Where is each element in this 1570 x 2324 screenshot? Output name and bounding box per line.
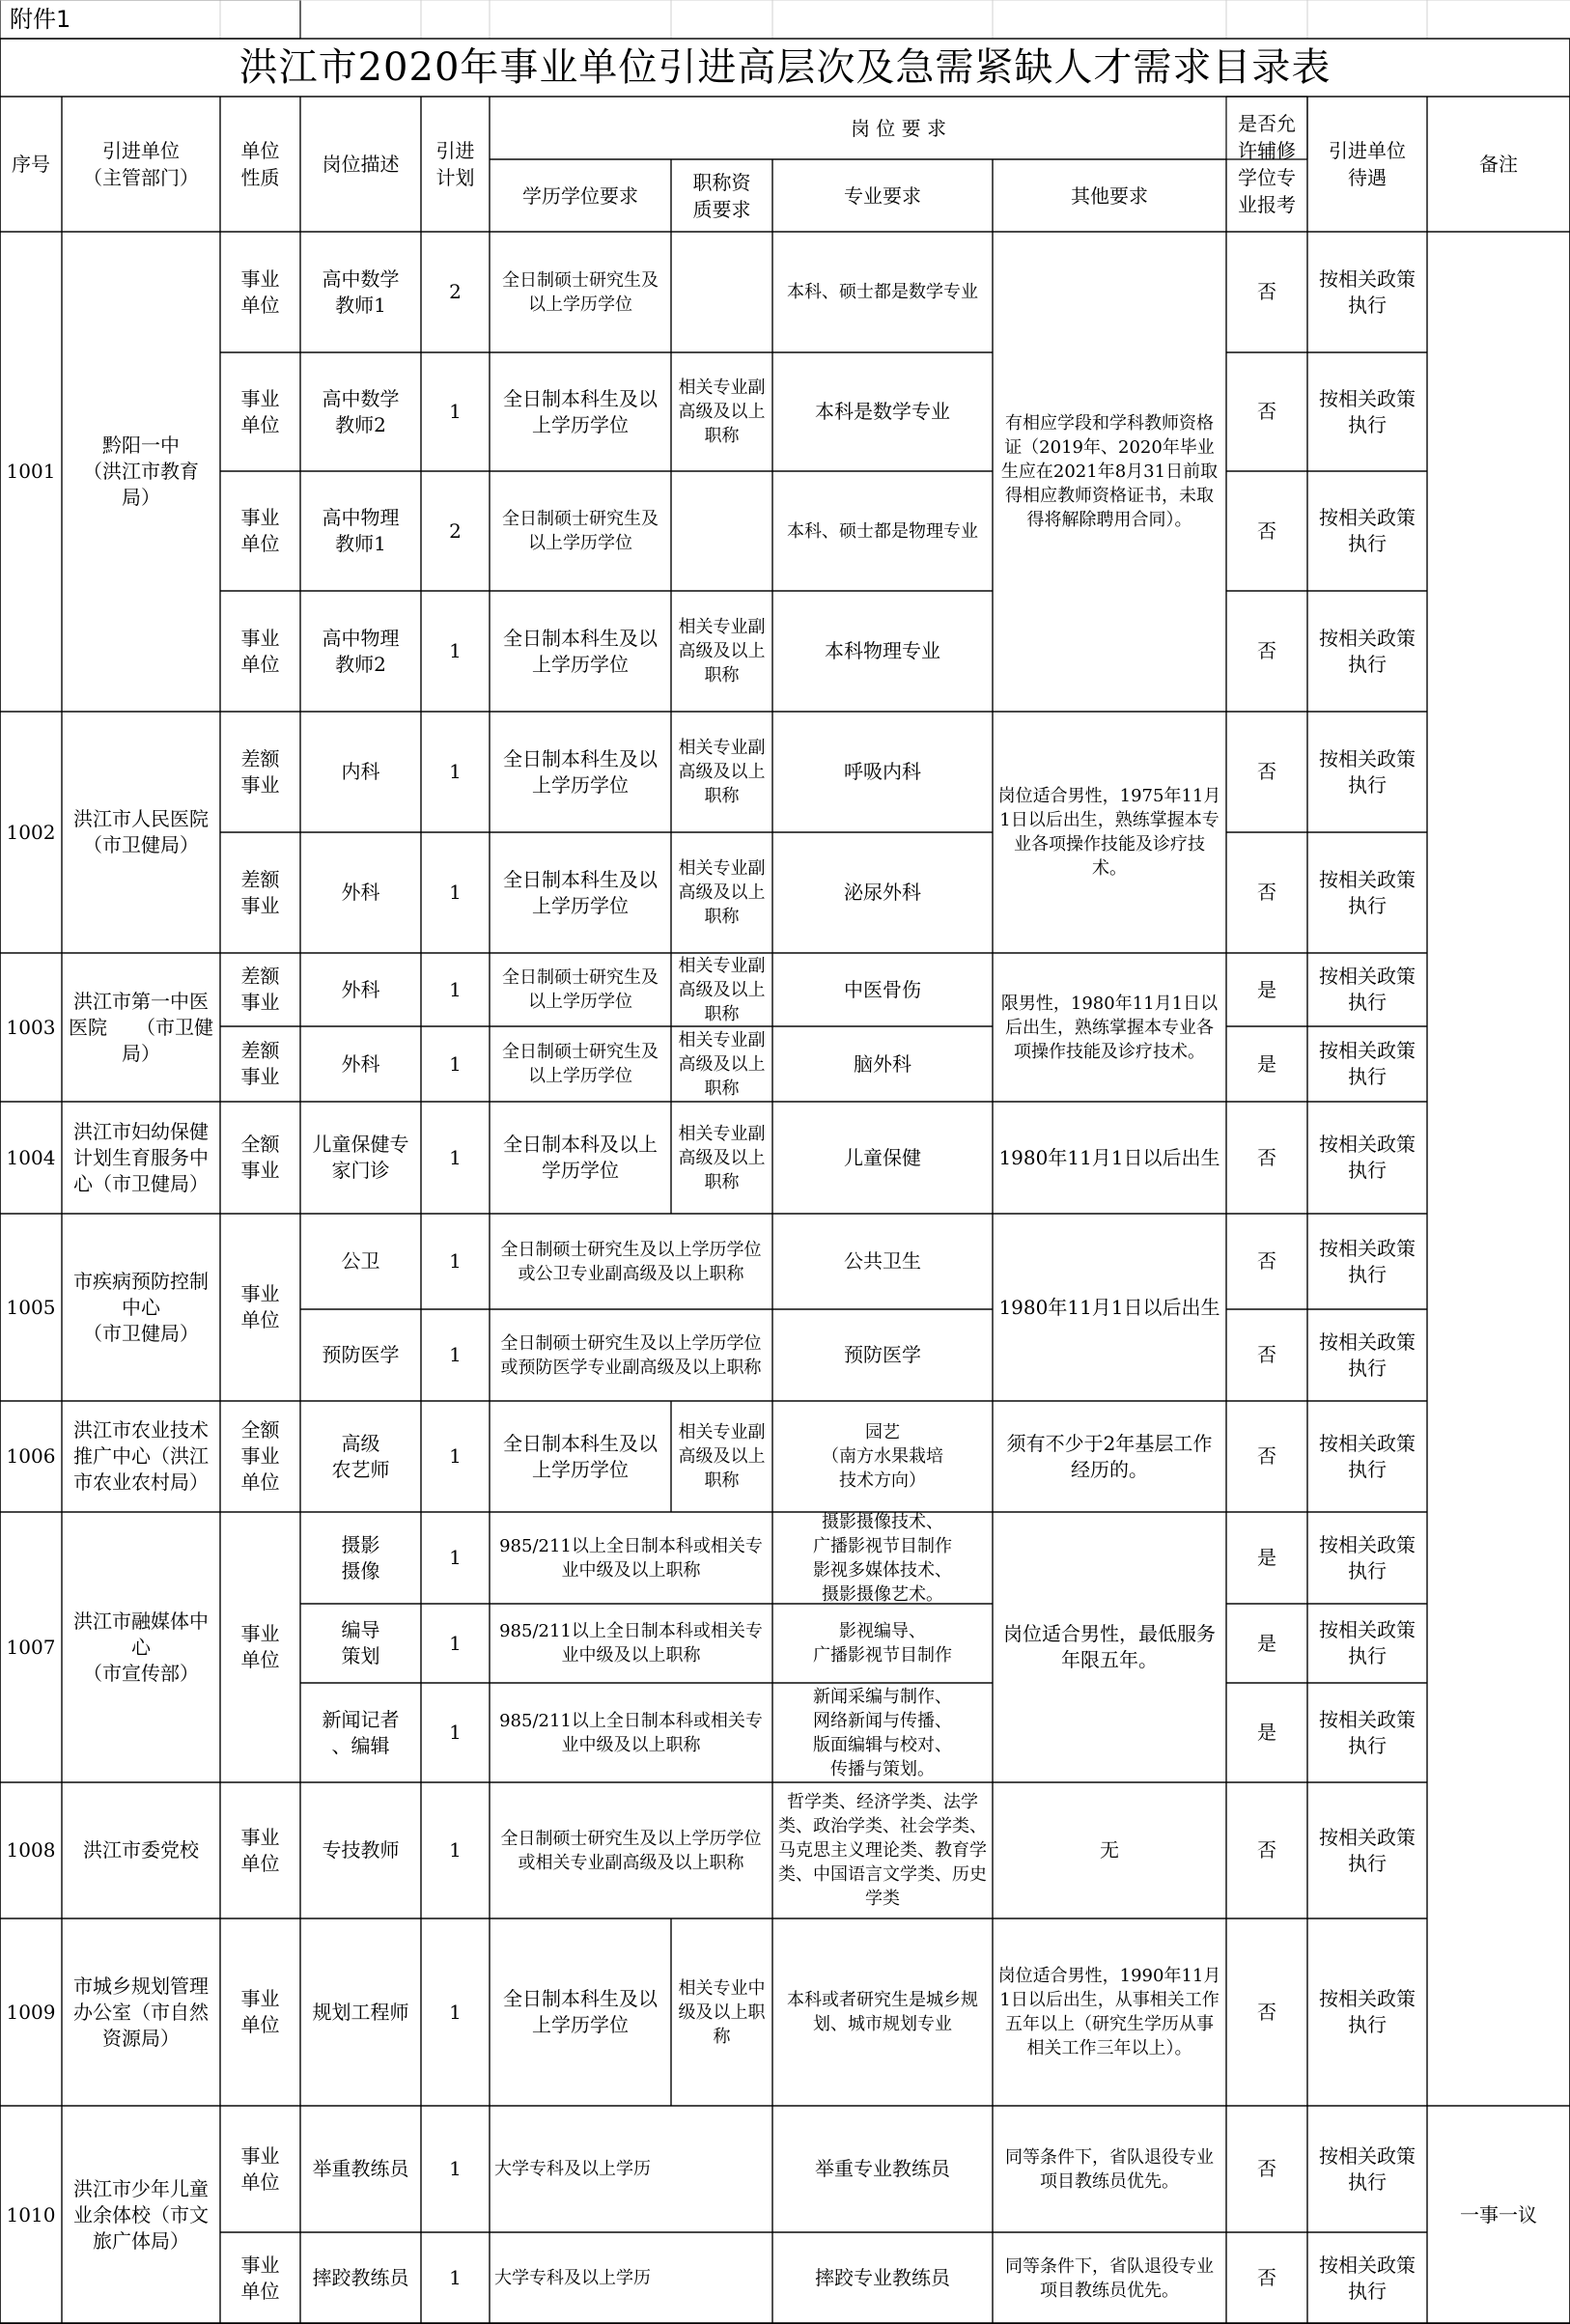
nature-cell-g1006: 全额 事业 单位: [240, 1418, 280, 1494]
row-1-edu: 全日制本科生及以上学历学位: [503, 386, 658, 436]
row-2-nature: 事业 单位: [240, 506, 280, 555]
row-15-treatment: 按相关政策执行: [1319, 1825, 1416, 1875]
row-7-major: 脑外科: [854, 1051, 911, 1076]
row-18-nature: 事业 单位: [240, 2253, 280, 2303]
other-req-cell-g1004: 1980年11月1日以后出生: [998, 1145, 1220, 1169]
row-11-major: 园艺 （南方水果栽培 技术方向）: [822, 1422, 943, 1491]
row-7-treatment: 按相关政策执行: [1319, 1039, 1416, 1088]
row-15-major: 哲学类、经济学类、法学类、政治学类、社会学类、马克思主义理论类、教育学类、中国语言文学类、历史学类: [778, 1792, 987, 1909]
row-4-allow: 否: [1257, 760, 1276, 783]
other-req-cell-g1008: 无: [1100, 1838, 1119, 1862]
other-req-cell-g1009: 岗位适合男性，1990年11月1日以后出生，从事相关工作五年以上（研究生学历从事相关工作三年以上）。: [997, 1966, 1221, 2058]
row-7-plan: 1: [449, 1051, 462, 1076]
row-2-major: 本科、硕士都是物理专业: [787, 520, 978, 542]
row-5-major: 泌尿外科: [844, 881, 921, 904]
row-5-allow: 否: [1257, 881, 1276, 904]
row-12-plan: 1: [449, 1546, 462, 1569]
row-3-nature: 事业 单位: [240, 626, 280, 676]
row-4-title-req: 相关专业副高级及以上职称: [678, 738, 766, 806]
row-18-other: 同等条件下，省队退役专业项目教练员优先。: [1005, 2255, 1214, 2301]
row-16-title-req: 相关专业中级及以上职称: [678, 1977, 766, 2047]
seq-cell-g1001: 1001: [6, 460, 56, 483]
row-16-plan: 1: [449, 2000, 462, 2024]
row-6-nature: 差额 事业: [240, 965, 280, 1014]
row-1-title-req: 相关专业副高级及以上职称: [678, 378, 766, 446]
row-6-major: 中医骨伤: [844, 977, 921, 1001]
row-8-title-req: 相关专业副高级及以上职称: [678, 1123, 766, 1192]
unit-cell-g1010: 洪江市少年儿童业余体校（市文旅广体局）: [73, 2176, 209, 2253]
header-requirements: 岗 位 要 求: [850, 116, 947, 140]
row-0-allow: 否: [1257, 280, 1276, 303]
row-2-allow: 否: [1257, 518, 1276, 543]
nature-cell-g1005: 事业 单位: [240, 1282, 280, 1331]
row-1-nature: 事业 单位: [240, 386, 280, 436]
row-0-edu: 全日制硕士研究生及以上学历学位: [502, 269, 659, 315]
nature-cell-g1008: 事业 单位: [240, 1825, 280, 1875]
row-9-edu: 全日制硕士研究生及以上学历学位或公卫专业副高级及以上职称: [500, 1239, 762, 1284]
header-unit: 引进单位 （主管部门）: [83, 139, 199, 189]
row-3-plan: 1: [449, 639, 462, 662]
row-16-allow: 否: [1257, 2000, 1276, 2024]
seq-cell-g1009: 1009: [6, 2000, 56, 2024]
row-15-allow: 否: [1257, 1838, 1276, 1862]
row-18-major: 摔跤专业教练员: [815, 2266, 950, 2289]
row-11-plan: 1: [449, 1444, 462, 1468]
row-13-desc: 编导 策划: [341, 1618, 380, 1667]
row-8-major: 儿童保健: [844, 1145, 921, 1169]
unit-cell-g1004: 洪江市妇幼保健计划生育服务中心（市卫健局）: [73, 1119, 209, 1195]
row-0-plan: 2: [449, 280, 462, 303]
row-10-edu: 全日制硕士研究生及以上学历学位或预防医学专业副高级及以上职称: [500, 1332, 762, 1378]
seq-cell-g1003: 1003: [6, 1015, 56, 1039]
header-allow: 是否允 许辅修 学位专 业报考: [1238, 112, 1296, 216]
unit-cell-g1006: 洪江市农业技术推广中心（洪江市农业农村局）: [73, 1418, 209, 1494]
row-15-desc: 专技教师: [322, 1838, 400, 1862]
seq-cell-g1007: 1007: [6, 1635, 56, 1659]
row-9-desc: 公卫: [341, 1249, 380, 1273]
row-17-desc: 举重教练员: [312, 2157, 409, 2180]
row-12-edu: 985/211以上全日制本科或相关专业中级及以上职称: [499, 1535, 763, 1581]
row-13-treatment: 按相关政策执行: [1319, 1618, 1416, 1667]
row-17-nature: 事业 单位: [240, 2143, 280, 2194]
attachment-caption: 附件1: [10, 5, 71, 33]
row-10-treatment: 按相关政策执行: [1319, 1330, 1416, 1380]
row-17-major: 举重专业教练员: [815, 2157, 950, 2180]
unit-cell-g1003: 洪江市第一中医医院 （市卫健局）: [69, 989, 213, 1065]
row-0-major: 本科、硕士都是数学专业: [787, 282, 978, 302]
row-8-allow: 否: [1257, 1145, 1276, 1169]
row-6-treatment: 按相关政策执行: [1319, 965, 1416, 1014]
row-3-edu: 全日制本科生及以上学历学位: [503, 626, 658, 676]
row-17-allow: 否: [1257, 2157, 1276, 2180]
row-8-treatment: 按相关政策执行: [1319, 1133, 1416, 1182]
row-10-major: 预防医学: [844, 1343, 921, 1366]
row-17-other: 同等条件下，省队退役专业项目教练员优先。: [1005, 2146, 1214, 2192]
row-13-major: 影视编导、 广播影视节目制作: [813, 1621, 952, 1666]
row-13-allow: 是: [1257, 1631, 1276, 1655]
seq-cell-g1004: 1004: [6, 1145, 56, 1169]
row-6-title-req: 相关专业副高级及以上职称: [678, 955, 766, 1024]
row-16-treatment: 按相关政策执行: [1319, 1987, 1416, 2036]
row-2-edu: 全日制硕士研究生及以上学历学位: [502, 509, 659, 553]
row-17-edu: 大学专科及以上学历: [494, 2159, 651, 2179]
unit-cell-g1005: 市疾病预防控制中心 （市卫健局）: [73, 1269, 209, 1345]
row-16-edu: 全日制本科生及以上学历学位: [503, 1987, 658, 2036]
row-11-edu: 全日制本科生及以上学历学位: [503, 1431, 658, 1481]
row-14-plan: 1: [449, 1721, 462, 1744]
row-3-major: 本科物理专业: [825, 639, 940, 662]
nature-cell-g1007: 事业 单位: [240, 1622, 280, 1671]
row-16-desc: 规划工程师: [312, 2000, 409, 2024]
row-3-allow: 否: [1257, 639, 1276, 662]
page-title: 洪江市2020年事业单位引进高层次及急需紧缺人才需求目录表: [238, 45, 1332, 90]
row-5-treatment: 按相关政策执行: [1319, 867, 1416, 917]
row-5-edu: 全日制本科生及以上学历学位: [503, 867, 658, 917]
row-12-treatment: 按相关政策执行: [1319, 1532, 1416, 1582]
row-6-allow: 是: [1257, 977, 1276, 1001]
row-11-desc: 高级 农艺师: [331, 1431, 390, 1481]
row-14-major: 新闻采编与制作、 网络新闻与传播、 版面编辑与校对、 传播与策划。: [813, 1686, 952, 1779]
row-12-desc: 摄影 摄像: [341, 1532, 380, 1582]
row-1-plan: 1: [449, 400, 462, 423]
row-10-plan: 1: [449, 1343, 462, 1366]
row-0-nature: 事业 单位: [240, 266, 280, 317]
seq-cell-g1006: 1006: [6, 1444, 56, 1468]
row-9-major: 公共卫生: [844, 1249, 921, 1273]
unit-cell-g1009: 市城乡规划管理办公室（市自然资源局）: [73, 1974, 209, 2050]
other-req-cell-g1002: 岗位适合男性，1975年11月1日以后出生，熟练掌握本专业各项操作技能及诊疗技术。: [997, 786, 1221, 879]
row-7-desc: 外科: [341, 1051, 380, 1076]
row-2-desc: 高中物理 教师1: [322, 506, 400, 555]
row-12-allow: 是: [1257, 1546, 1276, 1569]
other-req-cell-g1005: 1980年11月1日以后出生: [998, 1295, 1220, 1319]
row-7-edu: 全日制硕士研究生及以上学历学位: [502, 1042, 659, 1086]
row-17-treatment: 按相关政策执行: [1319, 2143, 1416, 2194]
row-3-desc: 高中物理 教师2: [322, 626, 400, 676]
unit-cell-g1001: 黔阳一中 （洪江市教育 局）: [83, 434, 199, 509]
row-8-desc: 儿童保健专家门诊: [312, 1133, 409, 1182]
seq-cell-g1008: 1008: [6, 1838, 56, 1862]
row-1-treatment: 按相关政策执行: [1319, 386, 1416, 436]
row-4-nature: 差额 事业: [240, 746, 280, 797]
row-4-desc: 内科: [341, 760, 380, 783]
other-req-cell-g1003: 限男性，1980年11月1日以后出生，熟练掌握本专业各项操作技能及诊疗技术。: [1000, 993, 1219, 1062]
row-6-edu: 全日制硕士研究生及以上学历学位: [502, 967, 659, 1012]
row-6-plan: 1: [449, 977, 462, 1001]
row-14-allow: 是: [1257, 1721, 1276, 1744]
row-15-plan: 1: [449, 1838, 462, 1862]
remark-cell-g1010: 一事一议: [1460, 2202, 1537, 2226]
other-req-cell-g1006: 须有不少于2年基层工作经历的。: [1006, 1431, 1213, 1481]
row-16-major: 本科或者研究生是城乡规划、城市规划专业: [787, 1990, 978, 2034]
row-9-allow: 否: [1257, 1249, 1276, 1273]
row-9-treatment: 按相关政策执行: [1319, 1236, 1416, 1286]
row-5-desc: 外科: [341, 881, 380, 904]
header-plan: 引进 计划: [435, 139, 475, 189]
seq-cell-g1005: 1005: [6, 1295, 56, 1319]
row-6-desc: 外科: [341, 977, 380, 1001]
row-7-title-req: 相关专业副高级及以上职称: [678, 1029, 766, 1099]
other-req-cell-g1007: 岗位适合男性，最低服务年限五年。: [1003, 1622, 1216, 1671]
row-4-treatment: 按相关政策执行: [1319, 746, 1416, 797]
unit-cell-g1002: 洪江市人民医院 （市卫健局）: [73, 807, 209, 856]
header-nature: 单位 性质: [240, 139, 280, 189]
row-18-desc: 摔跤教练员: [312, 2266, 409, 2289]
header-title-req: 职称资 质要求: [692, 170, 751, 221]
row-10-allow: 否: [1257, 1343, 1276, 1366]
row-5-title-req: 相关专业副高级及以上职称: [678, 858, 766, 927]
header-other: 其他要求: [1071, 183, 1148, 208]
row-0-desc: 高中数学 教师1: [322, 266, 400, 317]
row-0-treatment: 按相关政策执行: [1319, 266, 1416, 317]
row-11-title-req: 相关专业副高级及以上职称: [678, 1422, 766, 1491]
row-18-plan: 1: [449, 2266, 462, 2289]
row-15-edu: 全日制硕士研究生及以上学历学位或相关专业副高级及以上职称: [500, 1828, 762, 1873]
header-edu: 学历学位要求: [522, 183, 638, 208]
row-7-nature: 差额 事业: [240, 1039, 280, 1088]
seq-cell-g1010: 1010: [6, 2202, 56, 2226]
row-3-title-req: 相关专业副高级及以上职称: [678, 617, 766, 686]
row-0-title-req: [671, 232, 772, 352]
row-13-edu: 985/211以上全日制本科或相关专业中级及以上职称: [499, 1621, 763, 1666]
row-18-treatment: 按相关政策执行: [1319, 2253, 1416, 2303]
row-1-allow: 否: [1257, 400, 1276, 423]
row-3-treatment: 按相关政策执行: [1319, 626, 1416, 676]
seq-cell-g1002: 1002: [6, 820, 56, 844]
row-1-desc: 高中数学 教师2: [322, 386, 400, 436]
row-14-desc: 新闻记者 、编辑: [322, 1707, 400, 1757]
row-2-treatment: 按相关政策执行: [1319, 506, 1416, 555]
row-11-treatment: 按相关政策执行: [1319, 1431, 1416, 1481]
header-remark: 备注: [1479, 153, 1518, 176]
row-5-plan: 1: [449, 881, 462, 904]
row-18-allow: 否: [1257, 2266, 1276, 2289]
row-9-plan: 1: [449, 1249, 462, 1273]
row-4-plan: 1: [449, 760, 462, 783]
row-18-edu: 大学专科及以上学历: [494, 2268, 651, 2288]
remark-blank: [1427, 232, 1570, 2106]
nature-cell-g1009: 事业 单位: [240, 1987, 280, 2036]
row-10-desc: 预防医学: [322, 1343, 400, 1366]
row-14-edu: 985/211以上全日制本科或相关专业中级及以上职称: [499, 1710, 763, 1755]
header-treatment: 引进单位 待遇: [1329, 139, 1406, 189]
row-1-major: 本科是数学专业: [815, 400, 950, 423]
row-11-allow: 否: [1257, 1444, 1276, 1468]
row-8-plan: 1: [449, 1145, 462, 1169]
row-7-allow: 是: [1257, 1051, 1276, 1076]
nature-cell-g1004: 全额 事业: [240, 1133, 280, 1182]
header-major: 专业要求: [844, 183, 921, 208]
unit-cell-g1007: 洪江市融媒体中心 （市宣传部）: [73, 1609, 209, 1685]
other-req-cell-g1001: 有相应学段和学科教师资格证（2019年、2020年毕业生应在2021年8月31日前取得相应教师资格证书，未取得将解除聘用合同）。: [1000, 413, 1219, 530]
row-4-major: 呼吸内科: [844, 760, 921, 783]
row-5-nature: 差额 事业: [240, 867, 280, 917]
row-2-plan: 2: [449, 518, 462, 543]
header-seq: 序号: [12, 153, 50, 176]
row-14-treatment: 按相关政策执行: [1319, 1707, 1416, 1757]
row-4-edu: 全日制本科生及以上学历学位: [503, 746, 658, 797]
header-desc: 岗位描述: [322, 153, 400, 176]
row-13-plan: 1: [449, 1631, 462, 1655]
row-17-plan: 1: [449, 2157, 462, 2180]
row-8-edu: 全日制本科及以上学历学位: [503, 1133, 658, 1182]
row-2-title-req: [671, 471, 772, 591]
row-12-major: 摄影摄像技术、 广播影视节目制作 影视多媒体技术、 摄影摄像艺术。: [813, 1512, 952, 1604]
unit-cell-g1008: 洪江市委党校: [83, 1838, 199, 1862]
